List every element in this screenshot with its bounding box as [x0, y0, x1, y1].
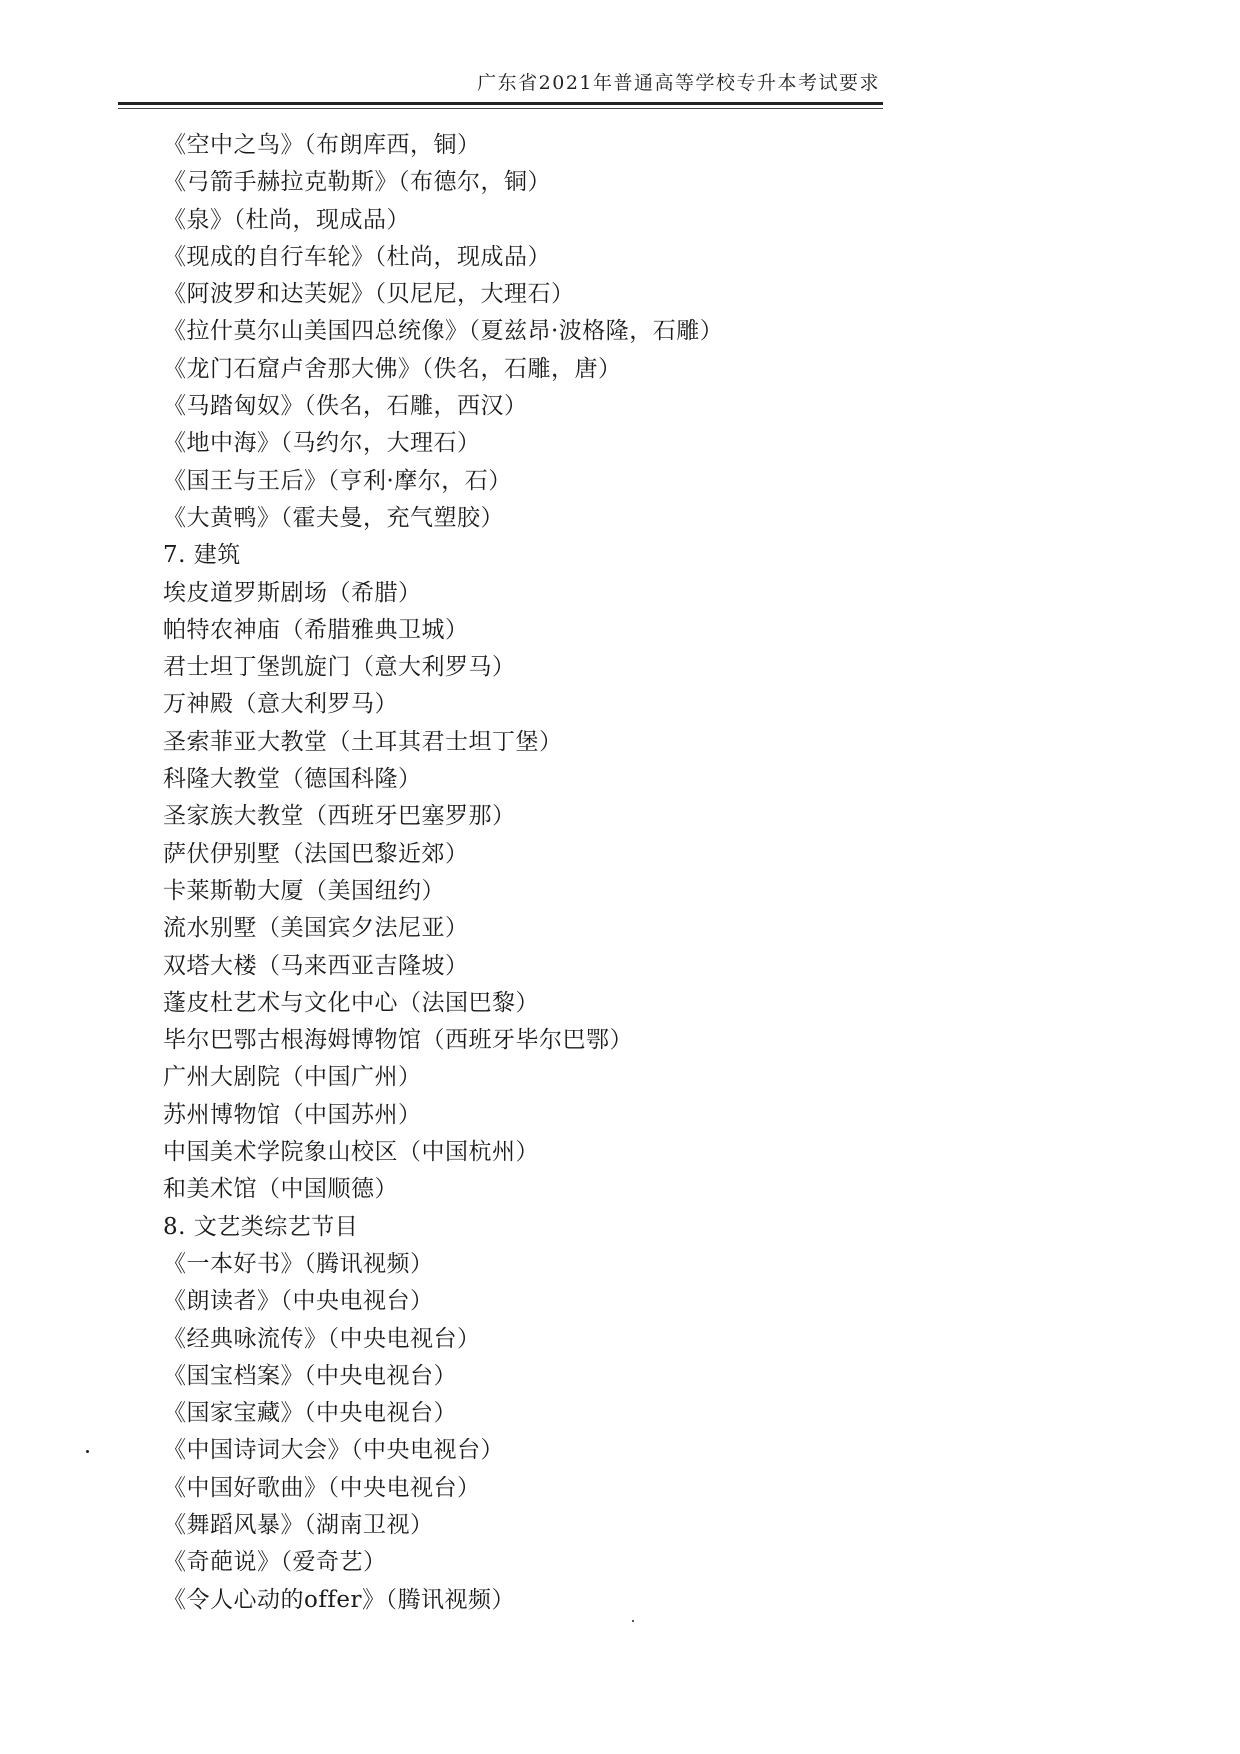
text-line: 《舞蹈风暴》（湖南卫视）: [163, 1511, 434, 1538]
body-text: [163, 127, 923, 1619]
scan-speck: [632, 1620, 634, 1622]
text-line: 卡莱斯勒大厦（美国纽约）: [163, 877, 445, 904]
text-line: 双塔大楼（马来西亚吉隆坡）: [163, 952, 469, 979]
text-line: 广州大剧院（中国广州）: [163, 1064, 422, 1091]
text-line: 苏州博物馆（中国苏州）: [163, 1101, 422, 1128]
text-line: 帕特农神庙（希腊雅典卫城）: [163, 616, 469, 643]
text-line: 《中国好歌曲》（中央电视台）: [163, 1474, 481, 1501]
text-line: 君士坦丁堡凯旋门（意大利罗马）: [163, 654, 516, 681]
scan-speck: [86, 1450, 89, 1453]
text-line: 《龙门石窟卢舍那大佛》（佚名，石雕，唐）: [163, 355, 622, 382]
text-line: 《拉什莫尔山美国四总统像》（夏兹昂·波格隆，石雕）: [163, 318, 724, 345]
text-line: 《地中海》（马约尔，大理石）: [163, 430, 481, 457]
text-line: 《中国诗词大会》（中央电视台）: [163, 1437, 504, 1464]
text-line: 蓬皮杜艺术与文化中心（法国巴黎）: [163, 989, 539, 1016]
text-line: 《马踏匈奴》（佚名，石雕，西汉）: [163, 393, 528, 420]
header-rule-thin: [118, 108, 883, 109]
text-line: 《现成的自行车轮》（杜尚，现成品）: [163, 243, 551, 270]
text-line: 《令人心动的offer》（腾讯视频）: [163, 1586, 515, 1613]
text-line: 《奇葩说》（爱奇艺）: [163, 1549, 387, 1576]
text-line: 毕尔巴鄂古根海姆博物馆（西班牙毕尔巴鄂）: [163, 1027, 633, 1054]
text-line: 《朗读者》（中央电视台）: [163, 1288, 434, 1315]
text-line: 《国家宝藏》（中央电视台）: [163, 1400, 457, 1427]
text-line: 《经典咏流传》（中央电视台）: [163, 1325, 481, 1352]
text-line: 埃皮道罗斯剧场（希腊）: [163, 579, 422, 606]
text-line: 《空中之鸟》（布朗库西，铜）: [163, 132, 481, 158]
section-heading: 8. 文艺类综艺节目: [163, 1213, 359, 1240]
text-line: 《国王与王后》（亨利·摩尔，石）: [163, 467, 512, 494]
text-line: 科隆大教堂（德国科隆）: [163, 766, 422, 793]
text-line: 圣索菲亚大教堂（土耳其君士坦丁堡）: [163, 728, 563, 755]
text-line: 《阿波罗和达芙妮》（贝尼尼，大理石）: [163, 281, 575, 308]
text-line: 《国宝档案》（中央电视台）: [163, 1362, 457, 1389]
text-line: 萨伏伊别墅（法国巴黎近郊）: [163, 840, 469, 867]
header-rule: [118, 102, 883, 105]
running-header: 广东省2021年普通高等学校专升本考试要求: [477, 72, 880, 94]
text-line: 《弓箭手赫拉克勒斯》（布德尔，铜）: [163, 169, 551, 196]
text-line: 和美术馆（中国顺德）: [163, 1176, 398, 1203]
text-line: 《大黄鸭》（霍夫曼，充气塑胶）: [163, 504, 504, 531]
text-line: 中国美术学院象山校区（中国杭州）: [163, 1139, 539, 1166]
text-line: 圣家族大教堂（西班牙巴塞罗那）: [163, 803, 516, 830]
text-line: 《一本好书》（腾讯视频）: [163, 1250, 434, 1277]
text-line: 《泉》（杜尚，现成品）: [163, 206, 410, 233]
section-heading: 7. 建筑: [163, 542, 241, 569]
text-line: 万神殿（意大利罗马）: [163, 691, 398, 718]
text-line: 流水别墅（美国宾夕法尼亚）: [163, 915, 469, 942]
